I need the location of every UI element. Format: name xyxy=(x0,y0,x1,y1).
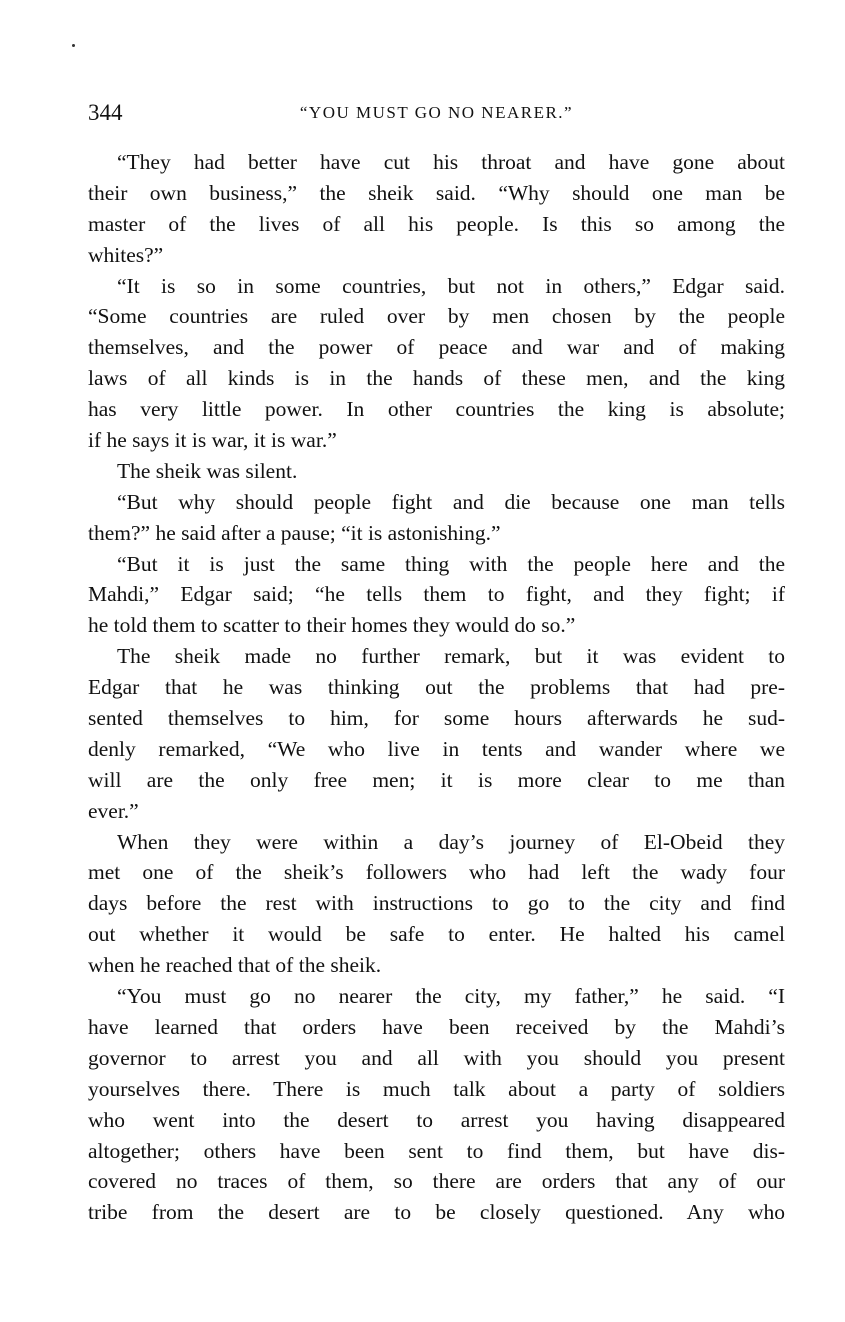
text-line: The sheik made no further remark, but it was evident to xyxy=(117,644,785,669)
text-line: will are the only free men; it is more clear to me than xyxy=(88,767,785,792)
text-line: have learned that orders have been received by the Mahdi’s xyxy=(88,1014,785,1039)
text-line: “They had better have cut his throat and have gone about xyxy=(117,150,785,174)
text-line: has very little power. In other countries the king is absolute; xyxy=(88,397,785,422)
page-number: 344 xyxy=(88,100,123,125)
text-line: their own business,” the sheik said. “Why should one man be xyxy=(88,180,785,205)
text-line: if he says it is war, it is war.” xyxy=(88,428,337,453)
text-line: altogether; others have been sent to find them, but have dis- xyxy=(88,1138,785,1163)
ink-speck xyxy=(72,44,75,47)
text-line: whites?” xyxy=(88,242,164,267)
page-header xyxy=(88,100,785,130)
text-line: sented themselves to him, for some hours afterwards he sud- xyxy=(88,706,785,731)
text-line: “But why should people fight and die because one man tells xyxy=(117,489,785,514)
body-text xyxy=(88,147,785,1228)
text-line: covered no traces of them, so there are orders that any of our xyxy=(88,1169,785,1194)
text-line: Mahdi,” Edgar said; “he tells them to fight, and they fight; if xyxy=(88,582,785,607)
text-line: “Some countries are ruled over by men chosen by the people xyxy=(88,304,785,329)
text-line: laws of all kinds is in the hands of these men, and the king xyxy=(88,366,785,391)
text-line: met one of the sheik’s followers who had left the wady four xyxy=(88,860,785,885)
text-line: who went into the desert to arrest you having disappeared xyxy=(88,1107,785,1132)
text-line: out whether it would be safe to enter. He halted his camel xyxy=(88,922,785,947)
text-line: master of the lives of all his people. Is this so among the xyxy=(88,211,785,236)
text-line: them?” he said after a pause; “it is astonishing.” xyxy=(88,520,501,545)
text-line: “But it is just the same thing with the people here and the xyxy=(117,551,785,576)
text-line: denly remarked, “We who live in tents and wander where we xyxy=(88,736,785,761)
text-line: he told them to scatter to their homes they would do so.” xyxy=(88,613,576,638)
text-line: “You must go no nearer the city, my father,” he said. “I xyxy=(117,984,785,1009)
text-line: governor to arrest you and all with you should you present xyxy=(88,1045,785,1070)
text-line: yourselves there. There is much talk about a party of soldiers xyxy=(88,1076,785,1101)
text-line: ever.” xyxy=(88,798,139,823)
text-line: When they were within a day’s journey of El-Obeid they xyxy=(117,829,785,854)
text-line: themselves, and the power of peace and war and of making xyxy=(88,335,785,360)
text-line: when he reached that of the sheik. xyxy=(88,953,382,978)
text-line: days before the rest with instructions to go to the city and find xyxy=(88,891,785,916)
running-head: “YOU MUST GO NO NEARER.” xyxy=(299,103,574,122)
text-line: The sheik was silent. xyxy=(117,458,298,483)
text-line: tribe from the desert are to be closely questioned. Any who xyxy=(88,1200,785,1225)
text-line: Edgar that he was thinking out the problems that had pre- xyxy=(88,675,785,700)
text-line: “It is so in some countries, but not in others,” Edgar said. xyxy=(117,273,785,298)
